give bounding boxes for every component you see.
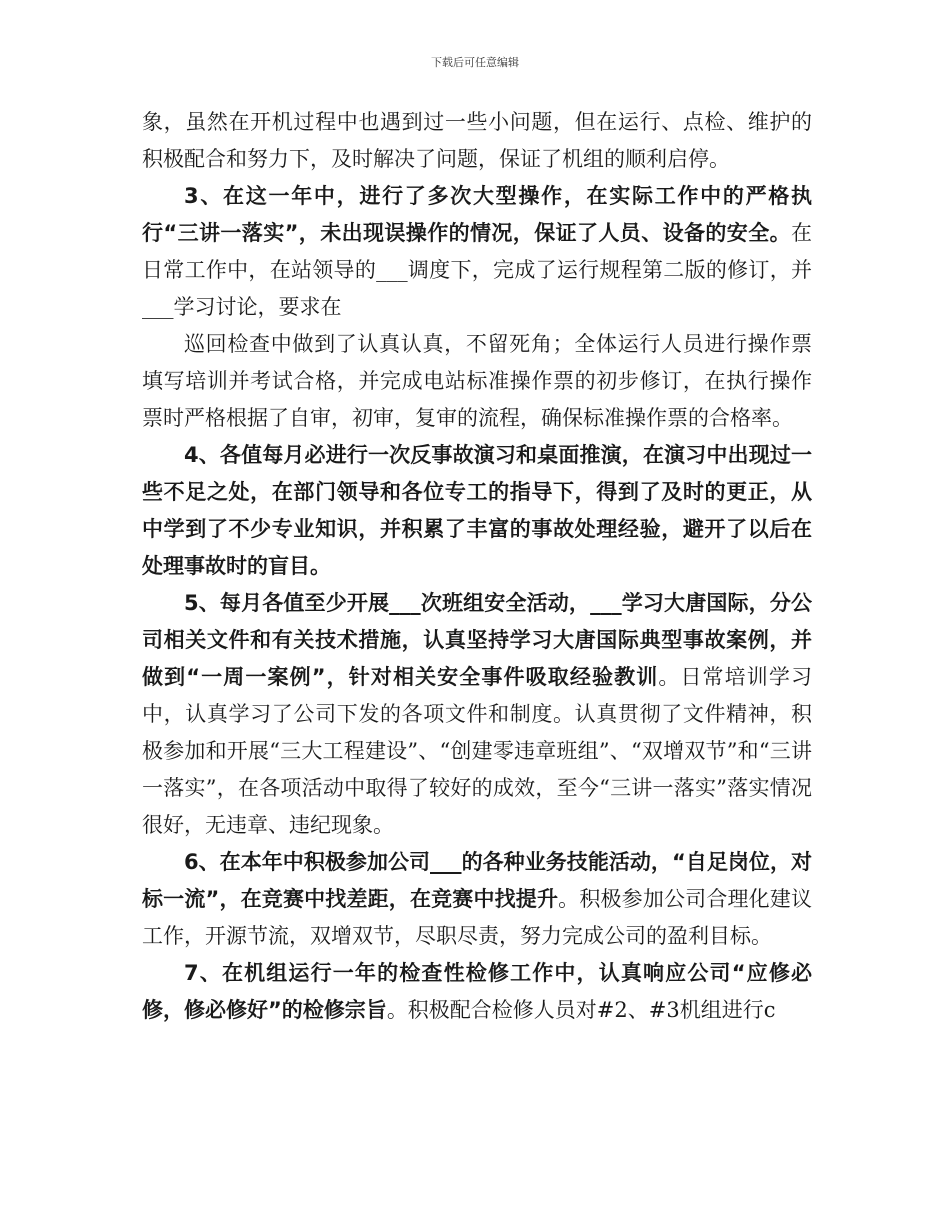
paragraph-bold-text: 3、在这一年中，进行了多次大型操作，在实际工作中的严格执行“三讲一落实”，未出现误操作的情况，保证了人员、设备的安全。 [142, 184, 812, 245]
paragraph-bold-text: 4、各值每月必进行一次反事故演习和桌面推演，在演习中出现过一些不足之处，在部门领导和各位专工的指导下，得到了及时的更正，从中学到了不少专业知识，并积累了丰富的事故处理经验，避开了以后在处理事故时的盲目。 [142, 443, 812, 578]
paragraph-inspection [142, 326, 812, 437]
paragraph-text: 象，虽然在开机过程中也遇到过一些小问题，但在运行、点检、维护的积极配合和努力下，及时解决了问题，保证了机组的顺利启停。 [142, 110, 812, 171]
paragraph-bold-text: 6、在本年中积极参加公司___的各种业务技能活动，“自足岗位，对标一流”，在竞赛中找差距，在竞赛中找提升 [142, 850, 812, 911]
page-header-note: 下载后可任意编辑 [431, 56, 519, 69]
paragraph-item-6 [142, 844, 812, 955]
paragraph-bold-text: 7、在机组运行一年的检查性检修工作中，认真响应公司“应修必修，修必修好”的检修宗旨 [142, 961, 812, 1022]
paragraph-text: 巡回检查中做到了认真认真，不留死角；全体运行人员进行操作票填写培训并考试合格，并完成电站标准操作票的初步修订，在执行操作票时严格根据了自审，初审，复审的流程，确保标准操作票的合格率。 [142, 332, 812, 430]
paragraph-item-5 [142, 585, 812, 844]
paragraph-text: 。日常培训学习中，认真学习了公司下发的各项文件和制度。认真贯彻了文件精神，积极参加和开展“三大工程建设”、“创建零违章班组”、“双增双节”和“三讲一落实”，在各项活动中取得了较好的成效，至今“三讲一落实”落实情况很好，无违章、违纪现象。 [142, 665, 813, 837]
paragraph-continuation [142, 104, 812, 178]
paragraph-text: 。积极配合检修人员对#2、#3机组进行c [386, 998, 776, 1022]
paragraph-bold-text: 5、每月各值至少开展___次班组安全活动，___学习大唐国际，分公司相关文件和有关技术措施，认真坚持学习大唐国际典型事故案例，并做到“一周一案例”，针对相关安全事件吸取经验教训 [142, 591, 812, 689]
paragraph-text: 在日常工作中，在站领导的___调度下，完成了运行规程第二版的修订，并___学习讨论，要求在 [142, 221, 812, 319]
paragraph-item-3 [142, 178, 812, 326]
paragraph-item-7 [142, 955, 812, 1029]
document-body [142, 104, 812, 1029]
paragraph-text: 。积极参加公司合理化建议工作，开源节流，双增双节，尽职尽责，努力完成公司的盈利目标。 [142, 887, 812, 948]
paragraph-item-4 [142, 437, 812, 585]
